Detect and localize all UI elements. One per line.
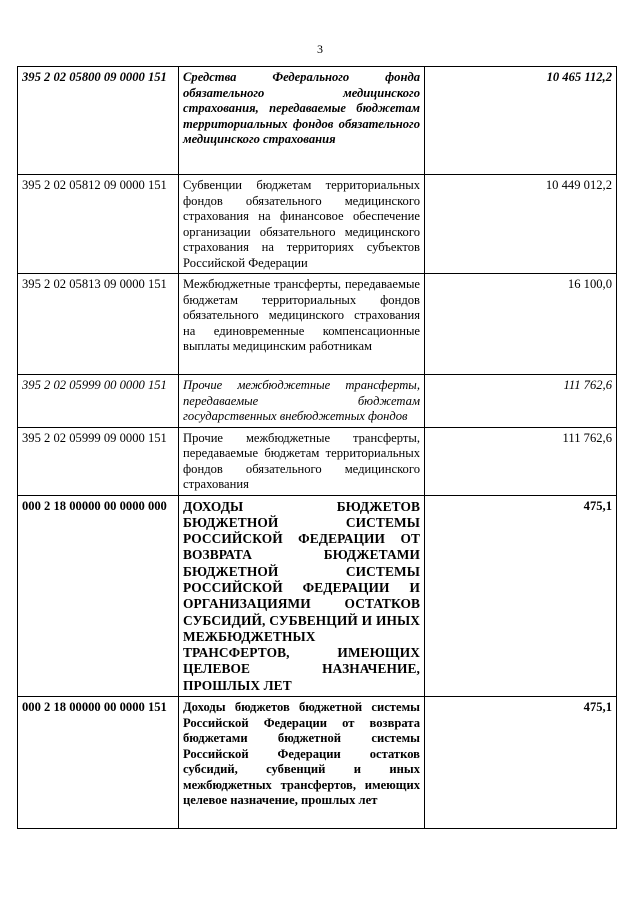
income-name: Субвенции бюджетам территориальных фондов обязательного медицинского страхования на финансовое обеспечение организации обязательного медицинского страхования на территориях субъектов Российской Федерации <box>179 175 425 274</box>
amount: 475,1 <box>425 697 617 829</box>
income-name: Прочие межбюджетные трансферты, передаваемые бюджетам государственных внебюджетных фондов <box>179 375 425 428</box>
table-row <box>18 67 617 175</box>
budget-code: 395 2 02 05800 09 0000 151 <box>18 67 179 175</box>
page-number: 3 <box>317 42 323 56</box>
amount: 111 762,6 <box>425 375 617 428</box>
income-name: ДОХОДЫ БЮДЖЕТОВ БЮДЖЕТНОЙ СИСТЕМЫ РОССИЙСКОЙ ФЕДЕРАЦИИ ОТ ВОЗВРАТА БЮДЖЕТАМИ БЮДЖЕТНОЙ СИСТЕМЫ РОССИЙСКОЙ ФЕДЕРАЦИИ И ОРГАНИЗАЦИЯМИ ОСТАТКОВ СУБСИДИЙ, СУБВЕНЦИЙ И ИНЫХ МЕЖБЮДЖЕТНЫХ ТРАНСФЕРТОВ, ИМЕЮЩИХ ЦЕЛЕВОЕ НАЗНАЧЕНИЕ, ПРОШЛЫХ ЛЕТ <box>179 495 425 697</box>
budget-code: 000 2 18 00000 00 0000 000 <box>18 495 179 697</box>
amount: 10 465 112,2 <box>425 67 617 175</box>
amount: 475,1 <box>425 495 617 697</box>
income-name: Доходы бюджетов бюджетной системы Российской Федерации от возврата бюджетами бюджетной системы Российской Федерации остатков субсидий, субвенций и иных межбюджетных трансфертов, имеющих целевое назначение, прошлых лет <box>179 697 425 829</box>
budget-code: 395 2 02 05812 09 0000 151 <box>18 175 179 274</box>
table-row <box>18 274 617 375</box>
budget-table <box>17 66 617 829</box>
table-row <box>18 495 617 697</box>
amount: 111 762,6 <box>425 427 617 495</box>
income-name: Межбюджетные трансферты, передаваемые бюджетам территориальных фондов обязательного медицинского страхования на единовременные компенсационные выплаты медицинским работникам <box>179 274 425 375</box>
budget-code: 395 2 02 05999 09 0000 151 <box>18 427 179 495</box>
table-row <box>18 427 617 495</box>
table-row <box>18 697 617 829</box>
table-row <box>18 175 617 274</box>
budget-code: 395 2 02 05813 09 0000 151 <box>18 274 179 375</box>
income-name: Прочие межбюджетные трансферты, передаваемые бюджетам территориальных фондов обязательного медицинского страхования <box>179 427 425 495</box>
income-name: Средства Федерального фонда обязательного медицинского страхования, передаваемые бюджетам территориальных фондов обязательного медицинского страхования <box>179 67 425 175</box>
amount: 10 449 012,2 <box>425 175 617 274</box>
amount: 16 100,0 <box>425 274 617 375</box>
table-row <box>18 375 617 428</box>
budget-code: 395 2 02 05999 00 0000 151 <box>18 375 179 428</box>
budget-code: 000 2 18 00000 00 0000 151 <box>18 697 179 829</box>
